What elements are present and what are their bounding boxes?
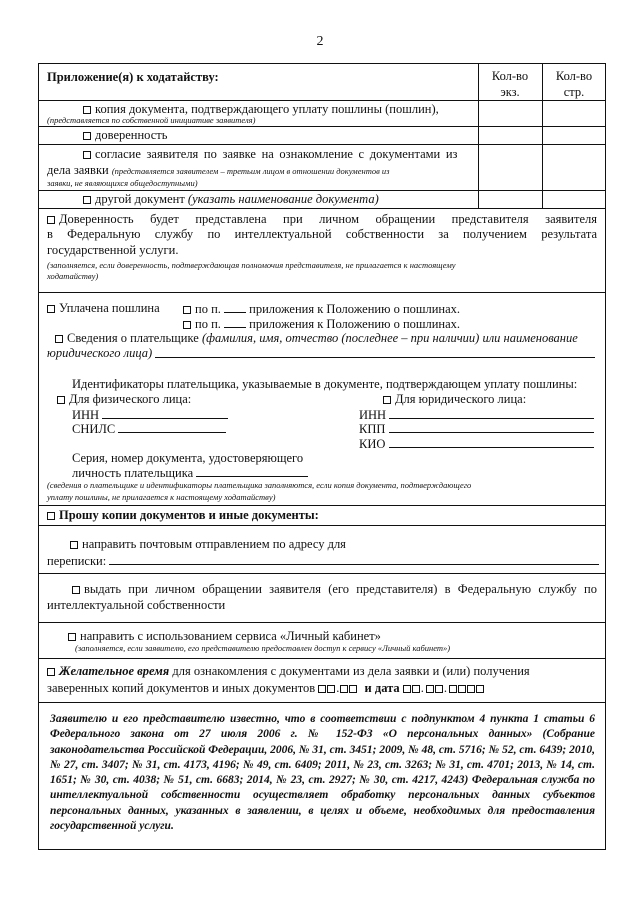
row-divider: [38, 190, 606, 191]
id-document-field[interactable]: [196, 465, 308, 477]
page-number: 2: [316, 34, 324, 49]
legal-inn-field[interactable]: [389, 407, 594, 419]
poa-line1-text: Доверенность будет представлена при личном обращении представителя заявителя: [59, 212, 597, 226]
cabinet-option: [68, 629, 381, 643]
fee-item-2-appendix: приложения к Положению о пошлинах.: [249, 317, 461, 331]
consent-note-line1: (представляется заявителем – третьим лицом в отношении документов из: [111, 166, 390, 176]
legal-kio-field[interactable]: [389, 436, 594, 448]
row-divider: [38, 525, 606, 526]
row-divider: [38, 658, 606, 659]
consent-checkbox[interactable]: [83, 151, 91, 159]
desired-time-label: Желательное время: [59, 664, 170, 678]
date-field[interactable]: . .: [403, 681, 488, 695]
legal-inn-label: ИНН: [359, 408, 387, 422]
fee-paid-checkbox[interactable]: [47, 305, 55, 313]
poa-line2: в Федеральную службу по интеллектуальной собственности за получением результата: [47, 227, 597, 241]
in-person-checkbox[interactable]: [72, 586, 80, 594]
legal-kpp-field[interactable]: [389, 421, 594, 433]
fee-item-1-appendix: приложения к Положению о пошлинах.: [249, 302, 461, 316]
fee-paid-label: Уплачена пошлина: [59, 301, 160, 315]
desired-time-text-2: заверенных копий документов и иных документов: [47, 681, 316, 695]
row-divider: [38, 702, 606, 703]
row-divider: [38, 126, 606, 127]
legal-inn-row: [359, 407, 594, 422]
time-field[interactable]: .: [318, 681, 361, 695]
mail-address-label: переписки:: [47, 554, 107, 568]
pages-header-line1: Кол-во: [555, 69, 593, 83]
poa-present-checkbox[interactable]: [47, 216, 55, 224]
mail-checkbox[interactable]: [70, 541, 78, 549]
id-document-label-1: Серия, номер документа, удостоверяющего: [72, 451, 304, 465]
personal-data-consent-text: Заявителю и его представителю известно, что в соответствии с подпунктом 4 пункта 1 статьи 6 Федерального закона от 27 июля 2006 г. № 152-ФЗ «О персональных данных» (Собрание законодательства Российской Федерации, 2006, № 31, ст. 3451; 2009, № 48, ст. 5716; № 52, ст. 6439; 2010, № 27, ст. 3407; № 31, ст. 4173, 4196; № 49, ст. 6409; 2011, № 23, ст. 3263; № 31, ст. 4701; 2013, № 14, ст. 1651; № 30, ст. 4038; № 51, ст. 6683; 2014, № 23, ст. 2927; № 30, ст. 4217, 4243) Федеральная служба по интеллектуальной собственности осуществляет обработку персональных данных субъектов персональных данных, указанных в заявлении, в целях и объеме, необходимых для предоставления государственной услуги.: [50, 713, 595, 833]
individual-option: [57, 392, 191, 406]
consent-label-line2: [47, 163, 389, 177]
row-divider: [38, 573, 606, 574]
other-doc-item: [83, 192, 379, 206]
desired-time-checkbox[interactable]: [47, 668, 55, 676]
payer-info-label: Сведения о плательщике: [67, 331, 199, 345]
pages-header-line2: стр.: [563, 85, 585, 99]
desired-time-text: для ознакомления с документами из дела заявки и (или) получения: [172, 664, 530, 678]
consent-note-line2: заявки, не являющихся общедоступными): [47, 178, 198, 188]
legal-entity-option: [383, 392, 526, 406]
payer-info-row: [55, 331, 578, 345]
copies-header-line1: Кол-во: [491, 69, 529, 83]
payer-info-checkbox[interactable]: [55, 335, 63, 343]
payer-info-hint-2: юридического лица): [47, 346, 153, 360]
legal-kpp-label: КПП: [359, 422, 386, 436]
consent-label-line1: согласие заявителя по заявке на ознакомление с документами из: [95, 147, 458, 161]
fee-item-2-checkbox[interactable]: [183, 321, 191, 329]
poa-line3: государственной услуги.: [47, 243, 179, 257]
fee-document-note: (представляется по собственной инициативе заявителя): [47, 115, 256, 125]
copies-request-title: [47, 508, 319, 522]
fee-item-1-number-field[interactable]: [224, 301, 246, 313]
poa-label: доверенность: [95, 128, 168, 142]
fee-item-1-checkbox[interactable]: [183, 306, 191, 314]
poa-note-line2: ходатайству): [47, 271, 99, 281]
other-doc-checkbox[interactable]: [83, 196, 91, 204]
fee-item-row-1: [183, 301, 460, 316]
id-document-label-2: личность плательщика: [72, 466, 194, 480]
row-divider: [38, 208, 606, 209]
individual-snils-field[interactable]: [118, 421, 226, 433]
mail-address-field[interactable]: [109, 553, 599, 565]
fee-note-line1: (сведения о плательщике и идентификаторы плательщика заполняются, если копия документа, подтверждающего: [47, 480, 472, 490]
individual-label: Для физического лица:: [69, 392, 192, 406]
copies-header-line2: экз.: [500, 85, 520, 99]
fee-item-row-2: [183, 316, 460, 331]
poa-item: [83, 128, 167, 142]
in-person-option: [72, 582, 597, 597]
in-person-label-2: интеллектуальной собственности: [47, 598, 226, 612]
consent-label-text: дела заявки: [47, 163, 109, 177]
row-divider: [38, 100, 606, 101]
desired-time-row: [47, 664, 530, 678]
copies-request-checkbox[interactable]: [47, 512, 55, 520]
individual-snils-row: [72, 421, 226, 436]
cabinet-label: направить с использованием сервиса «Личный кабинет»: [80, 629, 381, 643]
payer-info-hint: (фамилия, имя, отчество (последнее – при наличии) или наименование: [201, 331, 578, 345]
legal-kio-label: КИО: [359, 437, 386, 451]
fee-item-1-label: по п.: [195, 302, 221, 316]
consent-item: [83, 147, 458, 161]
cabinet-checkbox[interactable]: [68, 633, 76, 641]
mail-option: [70, 537, 346, 551]
cabinet-note: (заполняется, если заявителю, его представителю предоставлен доступ к сервису «Личный кабинет»): [75, 643, 451, 653]
row-divider: [38, 505, 606, 506]
legal-entity-label: Для юридического лица:: [395, 392, 527, 406]
date-label: и дата: [364, 681, 400, 695]
fee-item-2-label: по п.: [195, 317, 221, 331]
fee-document-label: копия документа, подтверждающего уплату пошлины (пошлин),: [95, 102, 439, 116]
other-doc-label: другой документ: [95, 192, 185, 206]
fee-item-2-number-field[interactable]: [224, 316, 246, 328]
mail-label: направить почтовым отправлением по адресу для: [82, 537, 346, 551]
other-doc-hint: (указать наименование документа): [187, 192, 379, 206]
mail-address-row: [47, 553, 599, 568]
legal-kio-row: [359, 436, 594, 451]
legal-entity-checkbox[interactable]: [383, 396, 391, 404]
legal-kpp-row: [359, 421, 594, 436]
in-person-label: выдать при личном обращении заявителя (его представителя) в Федеральную службу по: [84, 582, 597, 596]
poa-line1: [47, 212, 597, 227]
copies-request-title-text: Прошу копии документов и иные документы:: [59, 508, 319, 522]
fee-note-line2: уплату пошлины, не прилагается к настоящему ходатайству): [47, 492, 276, 502]
individual-inn-row: [72, 407, 228, 422]
payer-name-field[interactable]: [155, 346, 595, 358]
poa-note-line1: (заполняется, если доверенность, подтверждающая полномочия представителя, не прилагается к настоящему: [47, 260, 456, 270]
desired-time-row-2: [47, 681, 488, 695]
row-divider: [38, 144, 606, 145]
row-divider: [38, 292, 606, 293]
individual-inn-field[interactable]: [102, 407, 228, 419]
fee-document-checkbox[interactable]: [83, 106, 91, 114]
fee-document-item: [83, 102, 439, 116]
individual-checkbox[interactable]: [57, 396, 65, 404]
row-divider: [38, 622, 606, 623]
attachments-title: Приложение(я) к ходатайству:: [47, 70, 219, 84]
poa-checkbox[interactable]: [83, 132, 91, 140]
id-document-row: [72, 465, 308, 480]
payer-ids-title: Идентификаторы плательщика, указываемые в документе, подтверждающем уплату пошлины:: [72, 377, 578, 391]
fee-paid: [47, 301, 160, 315]
individual-inn-label: ИНН: [72, 408, 100, 422]
individual-snils-label: СНИЛС: [72, 422, 116, 436]
